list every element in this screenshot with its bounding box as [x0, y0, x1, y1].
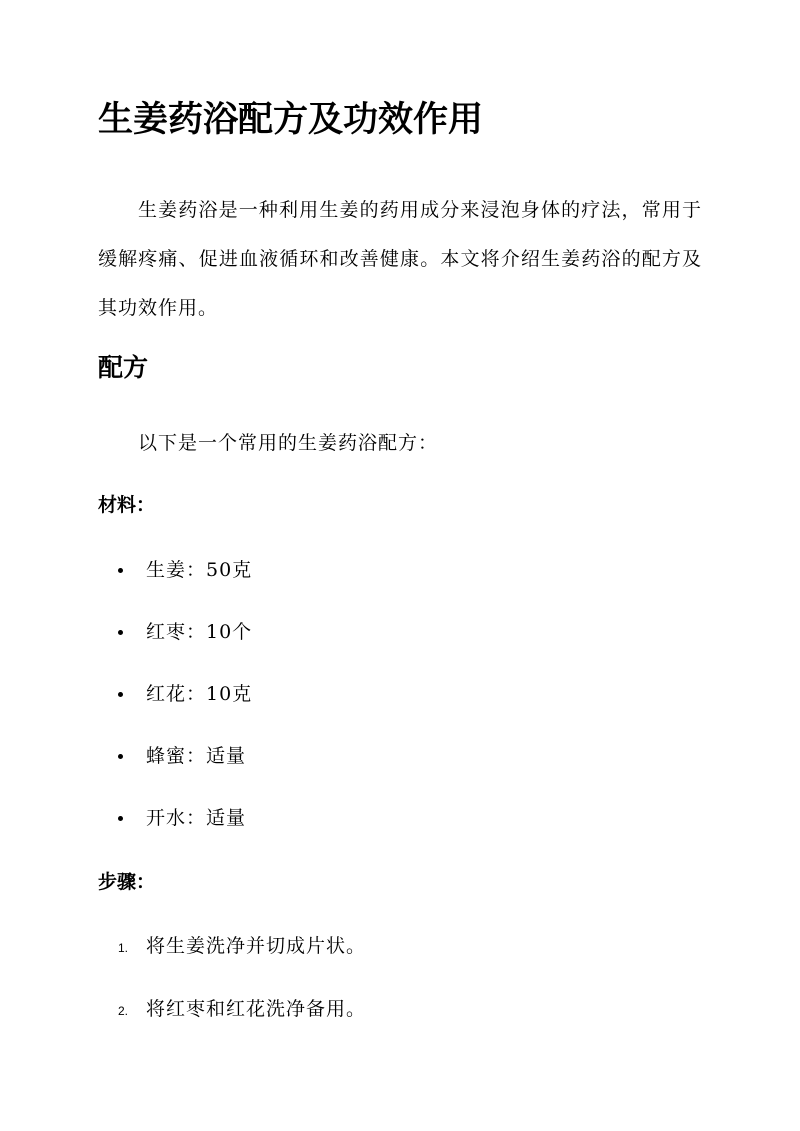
document-title: 生姜药浴配方及功效作用	[98, 99, 484, 140]
step-number: 2.	[118, 1004, 129, 1018]
step-number: 1.	[118, 941, 129, 955]
steps-heading: 步骤：	[98, 871, 156, 893]
list-item-text: 红枣：10个	[146, 621, 253, 643]
bullet-icon	[118, 692, 123, 697]
list-item-text: 开水：适量	[146, 807, 247, 829]
list-item-text: 将生姜洗净并切成片状。	[146, 935, 367, 957]
bullet-icon	[118, 630, 123, 635]
list-item-text: 将红枣和红花洗净备用。	[146, 998, 367, 1020]
section-heading-recipe: 配方	[98, 353, 149, 382]
list-item-text: 蜂蜜：适量	[146, 745, 247, 767]
intro-paragraph: 生姜药浴是一种利用生姜的药用成分来浸泡身体的疗法，常用于缓解疼痛、促进血液循环和改善健康。本文将介绍生姜药浴的配方及其功效作用。	[98, 199, 702, 319]
recipe-lead-text: 以下是一个常用的生姜药浴配方：	[138, 432, 439, 454]
bullet-icon	[118, 816, 123, 821]
list-item-text: 生姜：50克	[146, 559, 253, 581]
list-item-text: 红花：10克	[146, 683, 253, 705]
materials-heading: 材料：	[98, 494, 156, 516]
bullet-icon	[118, 754, 123, 759]
bullet-icon	[118, 568, 123, 573]
